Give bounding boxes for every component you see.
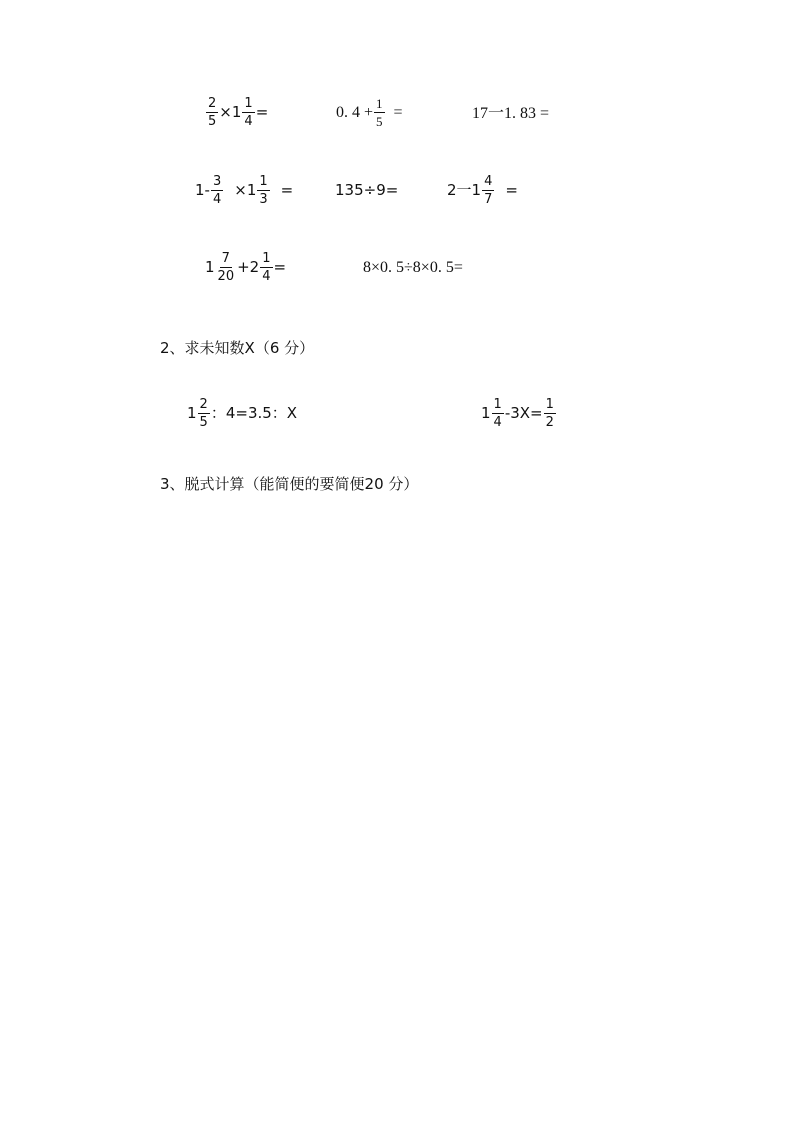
exercise-2-3: 2一1 $\frac{4}{7}$ =: [447, 174, 518, 207]
exercise-3-2: 8×0. 5÷8×0. 5=: [363, 259, 463, 276]
exercise-1-1: $\frac{2}{5}$ ×1 $\frac{1}{4}$ =: [208, 96, 269, 129]
fraction: $\frac{4}{7}$: [484, 174, 493, 207]
fraction: $\frac{7}{20}$: [217, 251, 235, 284]
fraction: $\frac{1}{4}$: [244, 96, 253, 129]
fraction: $\frac{1}{4}$: [262, 251, 271, 284]
equation-1: 1 $\frac{2}{5}$ ：4=3.5：Ⅹ: [187, 397, 298, 430]
exercise-2-1: 1- $\frac{3}{4}$ ×1 $\frac{1}{3}$ =: [195, 174, 294, 207]
fraction: $\frac{1}{5}$: [376, 96, 383, 129]
fraction: $\frac{1}{3}$: [259, 174, 268, 207]
fraction: $\frac{2}{5}$: [208, 96, 217, 129]
section-2-heading: 2、求未知数Ⅹ（6 分）: [160, 339, 315, 357]
exercise-1-3: 17一1. 83 =: [472, 105, 550, 122]
fraction: $\frac{2}{5}$: [199, 397, 208, 430]
exercise-1-2: 0. 4 + $\frac{1}{5}$ =: [336, 96, 403, 129]
fraction: $\frac{3}{4}$: [212, 174, 222, 207]
fraction: $\frac{1}{2}$: [545, 397, 554, 430]
equation-2: 1 $\frac{1}{4}$ -3Ⅹ= $\frac{1}{2}$: [481, 397, 554, 430]
exercise-3-1: 1 $\frac{7}{20}$ +2 $\frac{1}{4}$ =: [205, 251, 287, 284]
section-3-heading: 3、脱式计算（能简便的要简便20 分）: [160, 475, 419, 493]
fraction: $\frac{1}{4}$: [493, 397, 502, 430]
exercise-2-2: 135÷9=: [335, 181, 399, 199]
